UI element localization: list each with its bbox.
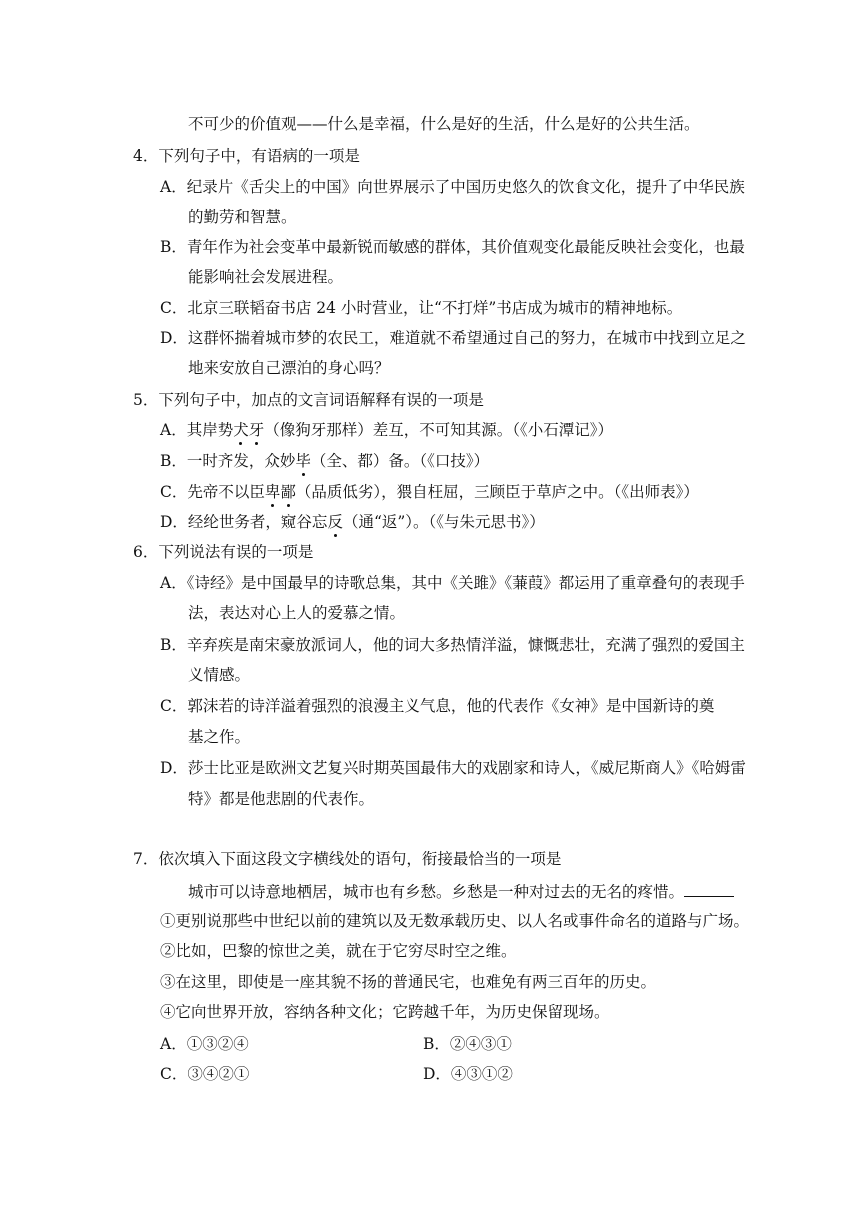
q7-option-b: B．②④③① <box>423 1035 512 1053</box>
q6-option-d-line1: D．莎士比亚是欧洲文艺复兴时期英国最伟大的戏剧家和诗人，《威尼斯商人》《哈姆雷 <box>160 759 746 777</box>
dotted-word: 鄙 <box>280 483 296 501</box>
q5-option-a <box>160 420 613 440</box>
q5-option-a-post: （像狗牙那样）差互，不可知其源。（《小石潭记》） <box>264 421 613 439</box>
dotted-word: 犬 <box>233 421 249 439</box>
q4-option-a-line1: A．纪录片《舌尖上的中国》向世界展示了中国历史悠久的饮食文化，提升了中华民族 <box>160 178 745 196</box>
q5-option-d <box>160 512 545 532</box>
q6-stem: 6．下列说法有误的一项是 <box>133 543 314 561</box>
q4-option-a-line2: 的勤劳和智慧。 <box>188 208 297 226</box>
q7-passage <box>188 880 734 902</box>
q4-option-b-line2: 能影响社会发展进程。 <box>188 268 344 286</box>
q6-option-b-line1: B．辛弃疾是南宋豪放派词人，他的词大多热情洋溢，慷慨悲壮，充满了强烈的爱国主 <box>160 636 745 654</box>
q5-option-b <box>160 451 489 471</box>
dotted-word: 反 <box>327 513 343 531</box>
q5-stem: 5．下列句子中，加点的文言词语解释有误的一项是 <box>133 391 484 409</box>
q6-option-d-line2: 特》都是他悲剧的代表作。 <box>188 790 375 808</box>
dotted-word: 毕 <box>295 452 311 470</box>
q6-option-a-line1: A．《诗经》是中国最早的诗歌总集，其中《关雎》《蒹葭》都运用了重章叠句的表现手 <box>160 574 745 592</box>
fill-blank <box>684 880 734 897</box>
q7-stem: 7．依次填入下面这段文字横线处的语句，衔接最恰当的一项是 <box>133 850 562 868</box>
q7-sentence-1: ①更别说那些中世纪以前的建筑以及无数承载历史、以人名或事件命名的道路与广场。 <box>160 912 750 930</box>
q4-option-d-line1: D．这群怀揣着城市梦的农民工，难道就不希望通过自己的努力，在城市中找到立足之 <box>160 329 746 347</box>
q5-option-b-post: （全、都）备。（《口技》） <box>310 452 490 470</box>
q6-option-b-line2: 义情感。 <box>188 666 251 684</box>
q6-option-c-line2: 基之作。 <box>188 728 251 746</box>
q5-option-c-post: （品质低劣），猥自枉屈，三顾臣于草庐之中。（《出师表》） <box>295 483 699 501</box>
q4-stem: 4．下列句子中，有语病的一项是 <box>133 147 360 165</box>
q7-sentence-4: ④它向世界开放，容纳各种文化；它跨越千年，为历史保留现场。 <box>160 1003 610 1021</box>
q6-option-c-line1: C．郭沫若的诗洋溢着强烈的浪漫主义气息，他的代表作《女神》是中国新诗的奠 <box>160 697 715 715</box>
q7-option-a: A．①③②④ <box>160 1035 249 1053</box>
q5-option-c-pre: C．先帝不以臣 <box>160 483 265 501</box>
q5-option-d-pre: D．经纶世务者，窥谷忘 <box>160 513 328 531</box>
q7-sentence-2: ②比如，巴黎的惊世之美，就在于它穷尽时空之维。 <box>160 942 517 960</box>
q5-option-a-pre: A．其岸势 <box>160 421 234 439</box>
q4-option-b-line1: B．青年作为社会变革中最新锐而敏感的群体，其价值观变化最能反映社会变化，也最 <box>160 238 745 256</box>
q4-option-d-line2: 地来安放自己漂泊的身心吗？ <box>188 359 390 377</box>
q4-option-c: C．北京三联韬奋书店 24 小时营业，让“不打烊”书店成为城市的精神地标。 <box>160 299 683 317</box>
dotted-word: 牙 <box>248 421 265 439</box>
q7-option-c: C．③④②① <box>160 1065 250 1083</box>
q5-option-d-post: （通“返”）。（《与朱元思书》） <box>342 513 545 531</box>
q7-sentence-3: ③在这里，即使是一座其貌不扬的普通民宅，也难免有两三百年的历史。 <box>160 973 657 991</box>
q5-option-c <box>160 482 699 502</box>
intro-tail-line: 不可少的价值观——什么是幸福，什么是好的生活，什么是好的公共生活。 <box>188 115 700 133</box>
q6-option-a-line2: 法，表达对心上人的爱慕之情。 <box>188 604 406 622</box>
dotted-word: 卑 <box>264 483 281 501</box>
q7-option-d: D．④③①② <box>423 1065 513 1083</box>
q7-passage-text: 城市可以诗意地栖居，城市也有乡愁。乡愁是一种对过去的无名的疼惜。 <box>188 883 685 901</box>
q5-option-b-pre: B．一时齐发，众妙 <box>160 452 296 470</box>
